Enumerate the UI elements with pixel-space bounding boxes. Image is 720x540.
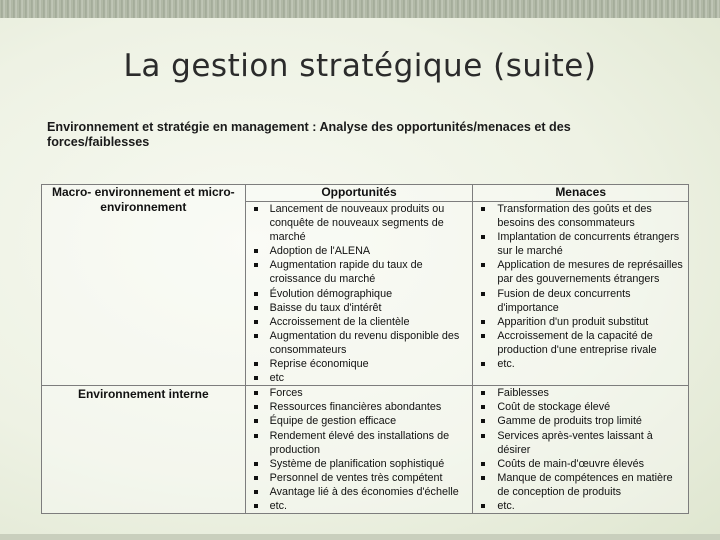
list-item: Coût de stockage élevé: [473, 400, 686, 414]
menaces-list: [473, 202, 688, 371]
table-header-row: [42, 185, 689, 202]
list-item: Forces: [246, 386, 471, 400]
list-item: Application de mesures de représailles par des gouvernements étrangers: [473, 258, 686, 286]
list-item: etc.: [473, 357, 686, 371]
table-row-internal: [42, 386, 689, 514]
list-item: etc.: [246, 499, 471, 513]
slide-subtitle: Environnement et stratégie en management : Analyse des opportunités/menaces et des forces/faiblesses: [47, 120, 571, 149]
column-header-opportunites: Opportunités: [245, 185, 473, 202]
decorative-top-band: [0, 0, 720, 18]
list-item: Évolution démographique: [246, 287, 471, 301]
list-item: Baisse du taux d'intérêt: [246, 301, 471, 315]
column-header-menaces: Menaces: [473, 185, 689, 202]
list-item: Adoption de l'ALENA: [246, 244, 471, 258]
forces-cell: [245, 386, 473, 514]
faiblesses-cell: [473, 386, 689, 514]
list-item: Reprise économique: [246, 357, 471, 371]
list-item: Manque de compétences en matière de conception de produits: [473, 471, 686, 499]
list-item: Gamme de produits trop limité: [473, 414, 686, 428]
list-item: Rendement élevé des installations de production: [246, 429, 471, 457]
list-item: Avantage lié à des économies d'échelle: [246, 485, 471, 499]
forces-list: [246, 386, 473, 513]
list-item: Personnel de ventes très compétent: [246, 471, 471, 485]
row-header-environnement-interne: Environnement interne: [42, 386, 246, 514]
list-item: Services après-ventes laissant à désirer: [473, 429, 686, 457]
opportunites-list: [246, 202, 473, 385]
decorative-bottom-band: [0, 534, 720, 540]
analysis-table: [41, 184, 689, 514]
header-macro-micro: Macro- environnement et micro- environnement: [51, 185, 235, 214]
list-item: Système de planification sophistiqué: [246, 457, 471, 471]
opportunites-cell: [245, 202, 473, 386]
list-item: Équipe de gestion efficace: [246, 414, 471, 428]
faiblesses-list: [473, 386, 688, 513]
list-item: Accroissement de la capacité de production d'une entreprise rivale: [473, 329, 686, 357]
list-item: Implantation de concurrents étrangers sur le marché: [473, 230, 686, 258]
list-item: Lancement de nouveaux produits ou conquête de nouveaux segments de marché: [246, 202, 471, 244]
list-item: Fusion de deux concurrents d'importance: [473, 287, 686, 315]
slide-title: La gestion stratégique (suite): [123, 48, 597, 84]
list-item: Coûts de main-d'œuvre élevés: [473, 457, 686, 471]
list-item: Accroissement de la clientèle: [246, 315, 471, 329]
list-item: Faiblesses: [473, 386, 686, 400]
row-header-macro-micro: [42, 185, 246, 386]
list-item: Augmentation rapide du taux de croissance du marché: [246, 258, 471, 286]
list-item: etc: [246, 371, 471, 385]
list-item: Augmentation du revenu disponible des consommateurs: [246, 329, 471, 357]
menaces-cell: [473, 202, 689, 386]
list-item: Ressources financières abondantes: [246, 400, 471, 414]
list-item: Transformation des goûts et des besoins des consommateurs: [473, 202, 686, 230]
list-item: etc.: [473, 499, 686, 513]
list-item: Apparition d'un produit substitut: [473, 315, 686, 329]
